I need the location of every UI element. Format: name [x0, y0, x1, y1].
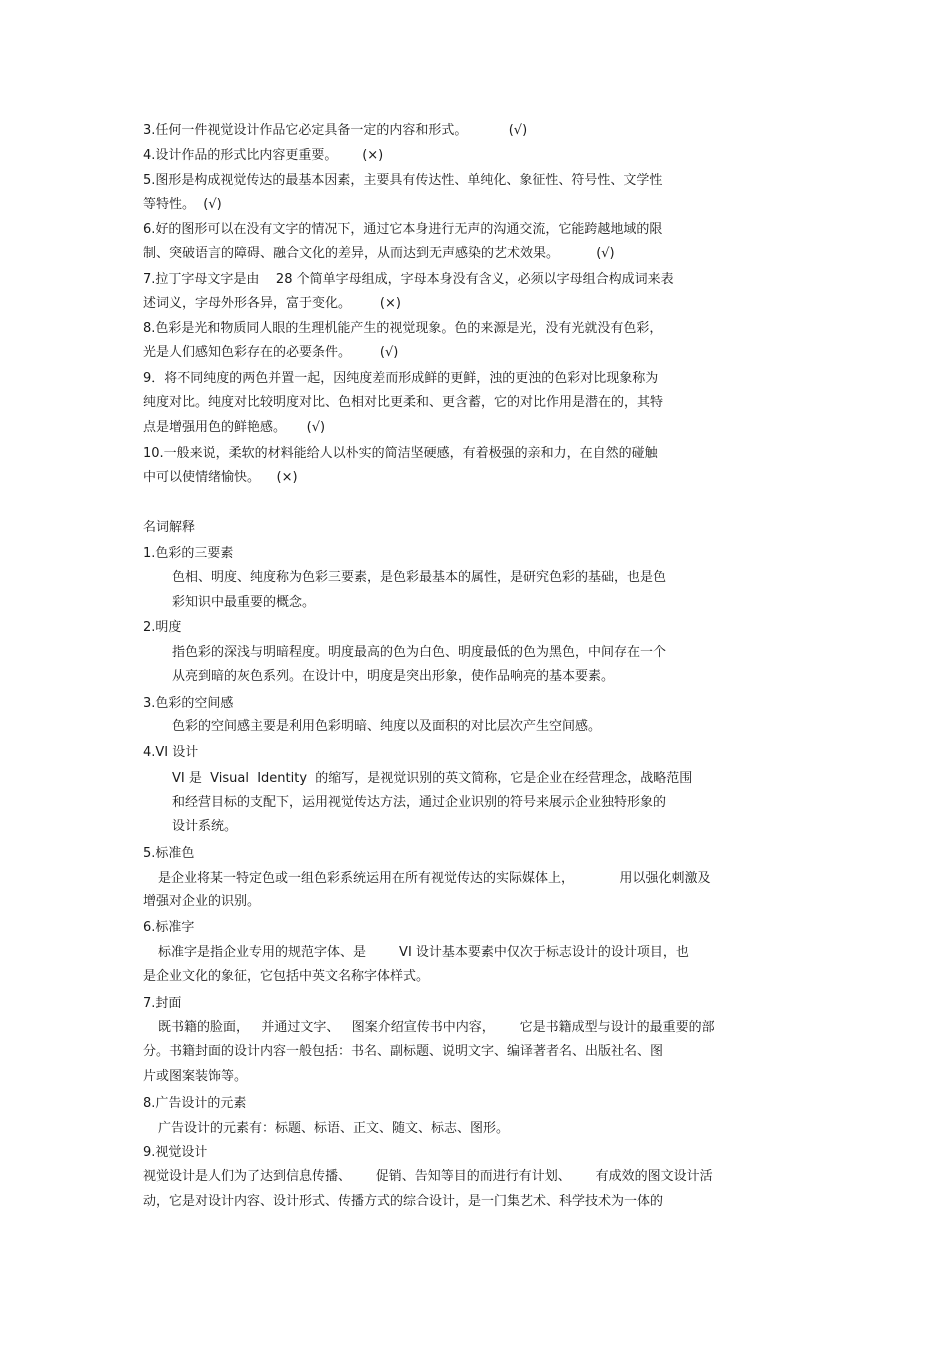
term-7-title: 7.封面 [143, 996, 182, 1011]
term-1-line-2: 彩知识中最重要的概念。 [172, 595, 316, 610]
judgment-7-line-1: 7.拉丁字母文字是由 28 个简单字母组成，字母本身没有含义，必须以字母组合构成词来表 [143, 272, 674, 287]
judgment-8-line-2: 光是人们感知色彩存在的必要条件。 (√) [143, 345, 399, 360]
term-3-title: 3.色彩的空间感 [143, 696, 234, 711]
term-6-line-2: 是企业文化的象征，它包括中英文名称字体样式。 [143, 969, 430, 984]
judgment-10-line-2: 中可以使情绪愉快。 (×) [143, 470, 298, 485]
term-4-line-3: 设计系统。 [172, 819, 238, 834]
judgment-7-line-2: 述词义，字母外形各异，富于变化。 (×) [143, 296, 401, 311]
judgment-9-line-1: 9．将不同纯度的两色并置一起，因纯度差而形成鲜的更鲜，浊的更浊的色彩对比现象称为 [143, 371, 659, 386]
term-9-title: 9.视觉设计 [143, 1145, 208, 1160]
judgment-4-line-1: 4.设计作品的形式比内容更重要。 (×) [143, 148, 384, 163]
term-9-line-2: 动，它是对设计内容、设计形式、传播方式的综合设计，是一门集艺术、科学技术为一体的 [143, 1194, 664, 1209]
term-8-line-1: 广告设计的元素有：标题、标语、正文、随文、标志、图形。 [158, 1121, 510, 1136]
term-5-line-1: 是企业将某一特定色或一组色彩系统运用在所有视觉传达的实际媒体上， 用以强化刺激及 [158, 871, 711, 886]
term-3-line-1: 色彩的空间感主要是利用色彩明暗、纯度以及面积的对比层次产生空间感。 [172, 719, 602, 734]
term-7-line-1: 既书籍的脸面， 并通过文字、 图案介绍宣传书中内容， 它是书籍成型与设计的最重要的部 [158, 1020, 715, 1035]
term-1-line-1: 色相、明度、纯度称为色彩三要素，是色彩最基本的属性，是研究色彩的基础，也是色 [172, 570, 667, 585]
term-2-line-2: 从亮到暗的灰色系列。在设计中，明度是突出形象，使作品响亮的基本要素。 [172, 669, 615, 684]
judgment-5-line-1: 5.图形是构成视觉传达的最基本因素，主要具有传达性、单纯化、象征性、符号性、文学性 [143, 173, 663, 188]
term-6-line-1: 标准字是指企业专用的规范字体、是 VI 设计基本要素中仅次于标志设计的设计项目，也 [158, 945, 689, 960]
section-title: 名词解释 [143, 520, 196, 535]
judgment-10-line-1: 10.一般来说，柔软的材料能给人以朴实的简洁坚硬感，有着极强的亲和力，在自然的碰触 [143, 446, 658, 461]
term-5-title: 5.标准色 [143, 846, 195, 861]
term-8-title: 8.广告设计的元素 [143, 1096, 247, 1111]
term-7-line-3: 片或图案装饰等。 [143, 1069, 248, 1084]
judgment-9-line-2: 纯度对比。纯度对比较明度对比、色相对比更柔和、更含蓄，它的对比作用是潜在的，其特 [143, 395, 664, 410]
term-4-line-1: VI 是 Visual Identity 的缩写，是视觉识别的英文简称，它是企业在经营理念，战略范围 [172, 771, 693, 786]
term-7-line-2: 分。书籍封面的设计内容一般包括：书名、副标题、说明文字、编译著者名、出版社名、图 [143, 1044, 664, 1059]
judgment-8-line-1: 8.色彩是光和物质同人眼的生理机能产生的视觉现象。色的来源是光，没有光就没有色彩， [143, 321, 663, 336]
judgment-5-line-2: 等特性。 (√) [143, 197, 222, 212]
term-1-title: 1.色彩的三要素 [143, 546, 234, 561]
judgment-6-line-2: 制、突破语言的障碍、融合文化的差异，从而达到无声感染的艺术效果。 (√) [143, 246, 615, 261]
term-6-title: 6.标准字 [143, 920, 195, 935]
term-2-title: 2.明度 [143, 620, 182, 635]
judgment-9-line-3: 点是增强用色的鲜艳感。 (√) [143, 420, 326, 435]
term-9-line-1: 视觉设计是人们为了达到信息传播、 促销、告知等目的而进行有计划、 有成效的图文设计活 [143, 1169, 713, 1184]
term-2-line-1: 指色彩的深浅与明暗程度。明度最高的色为白色、明度最低的色为黑色，中间存在一个 [172, 645, 667, 660]
term-4-line-2: 和经营目标的支配下，运用视觉传达方法，通过企业识别的符号来展示企业独特形象的 [172, 795, 667, 810]
term-5-line-2: 增强对企业的识别。 [143, 894, 261, 909]
judgment-3-line-1: 3.任何一件视觉设计作品它必定具备一定的内容和形式。 (√) [143, 123, 528, 138]
term-4-title: 4.VI 设计 [143, 745, 199, 760]
judgment-6-line-1: 6.好的图形可以在没有文字的情况下，通过它本身进行无声的沟通交流，它能跨越地域的限 [143, 222, 663, 237]
